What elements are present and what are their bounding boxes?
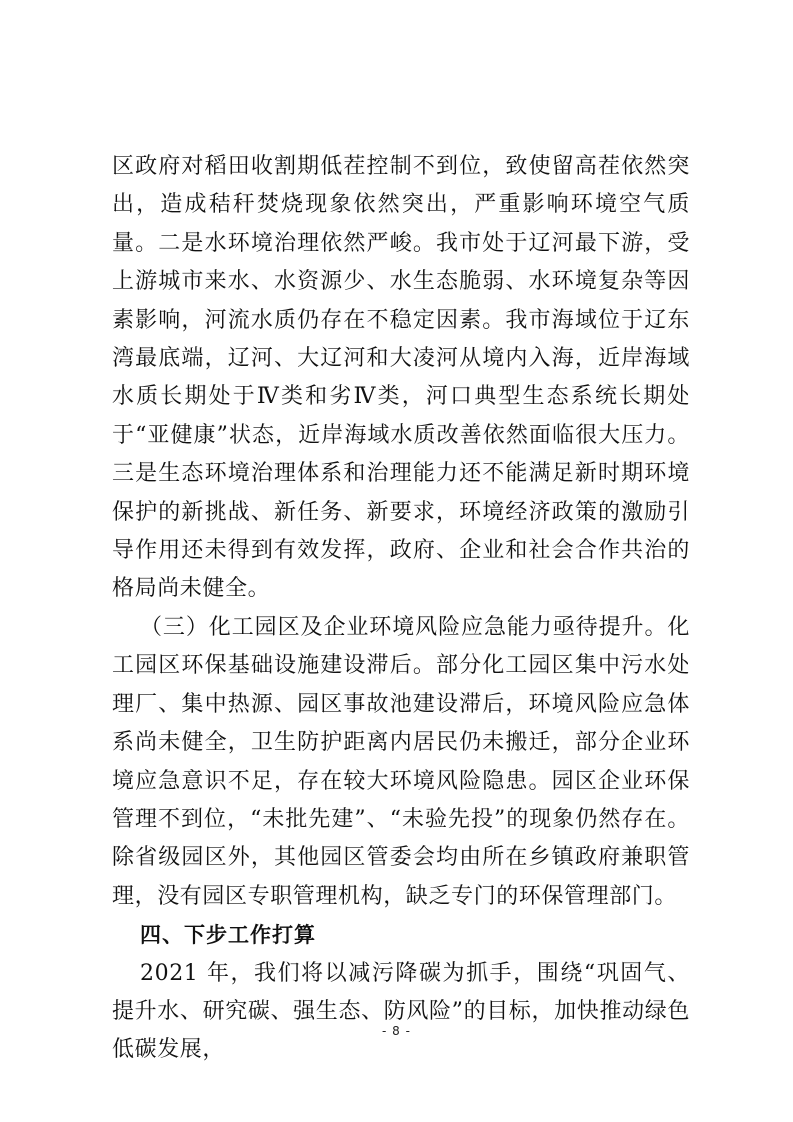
body-paragraph-3: 2021 年，我们将以减污降碳为抓手，围绕“巩固气、提升水、研究碳、强生态、防风险”的目标，加快推动绿色低碳发展，: [112, 960, 690, 1063]
page-number: - 8 -: [382, 1024, 411, 1038]
section-heading: 四、下步工作打算: [140, 923, 316, 948]
body-paragraph-1: 区政府对稻田收割期低茬控制不到位，致使留高茬依然突出，造成秸秆焚烧现象依然突出，严重影响环境空气质量。二是水环境治理依然严峻。我市处于辽河最下游，受上游城市来水、水资源少、水生态脆弱、水环境复杂等因素影响，河流水质仍存在不稳定因素。我市海域位于辽东湾最底端，辽河、大辽河和大凌河从境内入海，近岸海域水质长期处于Ⅳ类和劣Ⅳ类，河口典型生态系统长期处于“亚健康”状态，近岸海域水质改善依然面临很大压力。三是生态环境治理体系和治理能力还不能满足新时期环境保护的新挑战、新任务、新要求，环境经济政策的激励引导作用还未得到有效发挥，政府、企业和社会合作共治的格局尚未健全。: [112, 154, 690, 602]
document-body: [112, 148, 690, 1070]
body-paragraph-2: （三）化工园区及企业环境风险应急能力亟待提升。化工园区环保基础设施建设滞后。部分化工园区集中污水处理厂、集中热源、园区事故池建设滞后，环境风险应急体系尚未健全，卫生防护距离内居民仍未搬迁，部分企业环境应急意识不足，存在较大环境风险隐患。园区企业环保管理不到位，“未批先建”、“未验先投”的现象仍然存在。除省级园区外，其他园区管委会均由所在乡镇政府兼职管理，没有园区专职管理机构，缺乏专门的环保管理部门。: [112, 614, 690, 909]
